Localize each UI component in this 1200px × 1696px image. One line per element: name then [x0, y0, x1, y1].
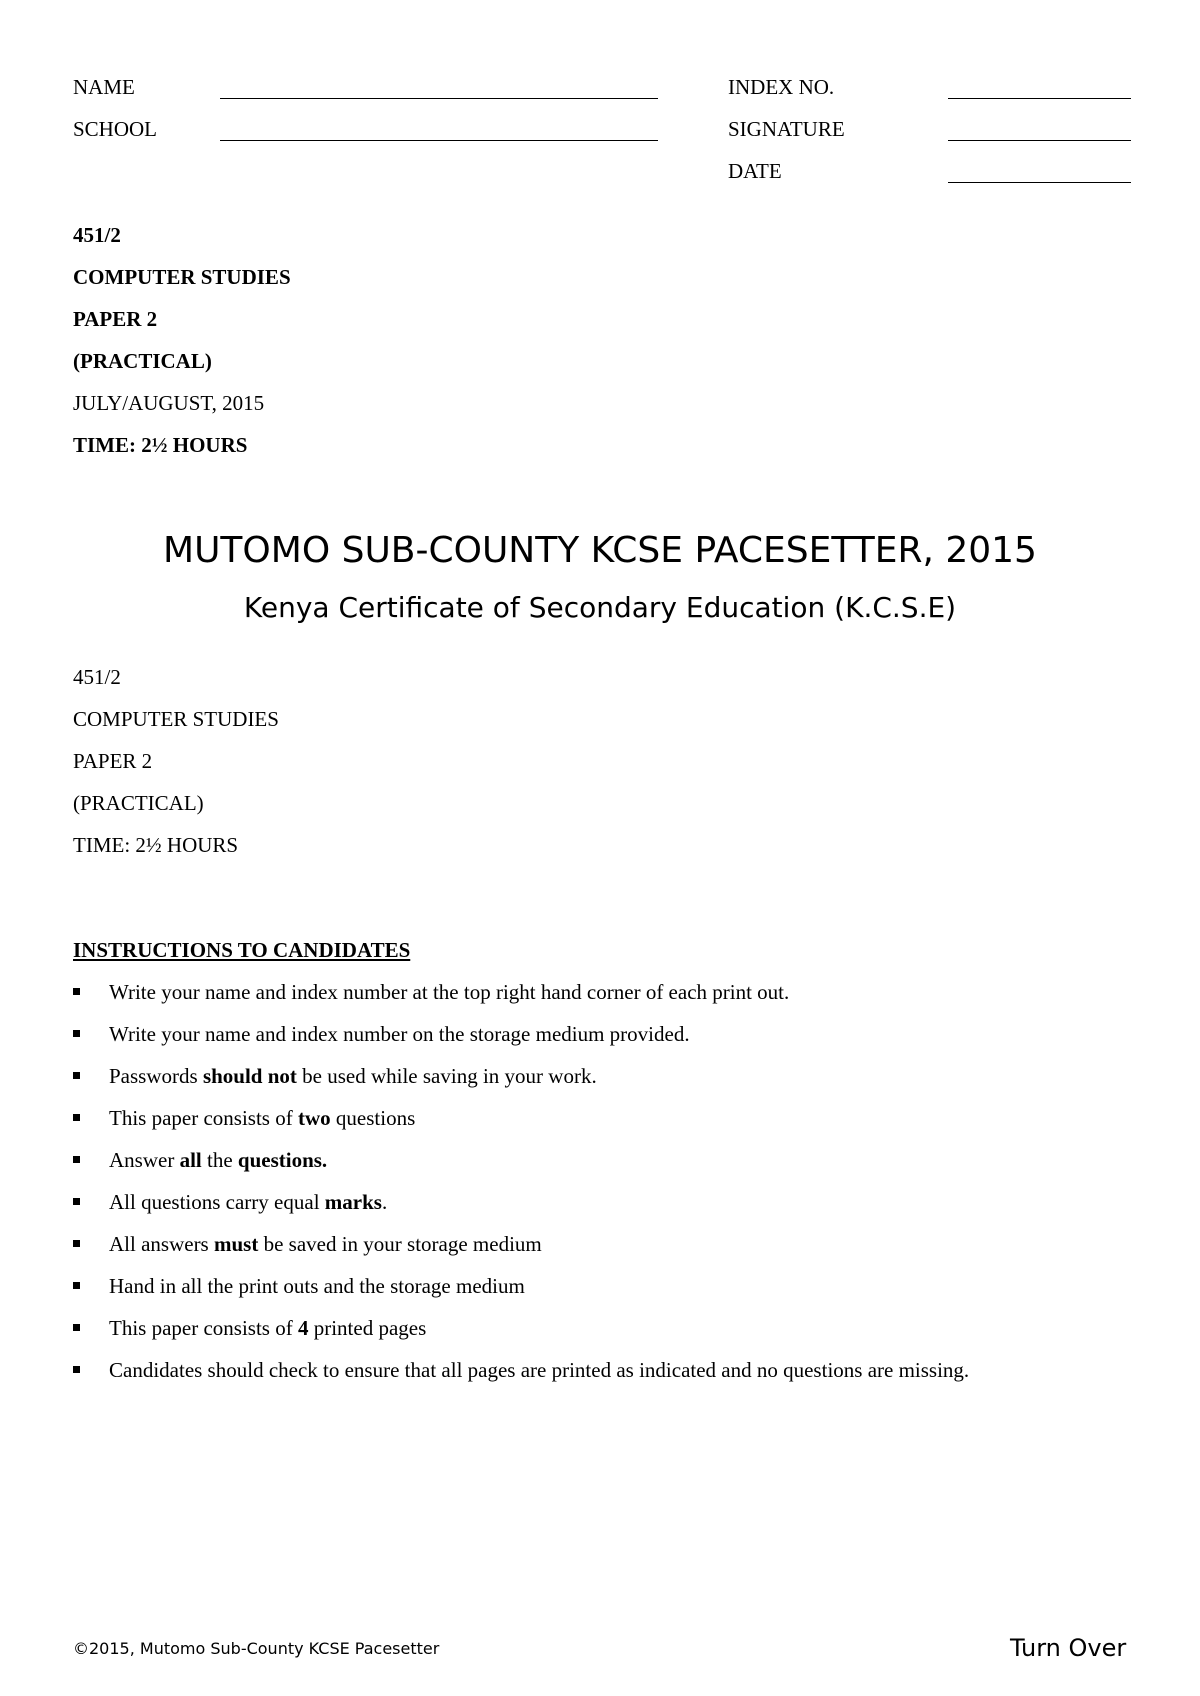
paper-number: PAPER 2	[73, 307, 158, 331]
instruction-text-part: the	[201, 1148, 238, 1172]
time-allowed: TIME: 2½ HOURS	[73, 433, 248, 457]
square-bullet-icon	[73, 1282, 80, 1289]
subject-name: COMPUTER STUDIES	[73, 707, 279, 731]
instruction-text-part: Answer	[109, 1148, 180, 1172]
instruction-text-part: Write your name and index number on the storage medium provided.	[109, 1022, 690, 1046]
name-label: NAME	[73, 75, 135, 99]
instruction-item	[73, 980, 1133, 1022]
exam-subtitle: Kenya Certificate of Secondary Education (K.C.S.E)	[243, 591, 957, 624]
instruction-text-part: Write your name and index number at the top right hand corner of each print out.	[109, 980, 790, 1004]
emphasis-text: all	[179, 1148, 202, 1172]
instruction-text	[109, 1358, 969, 1382]
instruction-item	[73, 1274, 1133, 1316]
instruction-item	[73, 1316, 1133, 1358]
instruction-text-part: This paper consists of	[109, 1106, 298, 1130]
time-allowed: TIME: 2½ HOURS	[73, 833, 239, 857]
signature-label: SIGNATURE	[728, 117, 845, 141]
school-label: SCHOOL	[73, 117, 158, 141]
name-field[interactable]	[220, 98, 658, 99]
square-bullet-icon	[73, 988, 80, 995]
instruction-text	[109, 1148, 327, 1172]
instruction-text	[109, 1190, 387, 1214]
emphasis-text: marks	[324, 1190, 382, 1214]
instructions-heading: INSTRUCTIONS TO CANDIDATES	[73, 938, 411, 962]
instruction-item	[73, 1232, 1133, 1274]
paper-type: (PRACTICAL)	[73, 791, 204, 815]
square-bullet-icon	[73, 1114, 80, 1121]
exam-title: MUTOMO SUB-COUNTY KCSE PACESETTER, 2015	[163, 530, 1037, 571]
instruction-text-part: .	[381, 1190, 388, 1214]
instruction-item	[73, 1190, 1133, 1232]
instruction-text-part: Passwords	[109, 1064, 203, 1088]
signature-field[interactable]	[948, 140, 1131, 141]
emphasis-text: should not	[202, 1064, 297, 1088]
turn-over-label: Turn Over	[1010, 1634, 1127, 1662]
instruction-text	[109, 1106, 415, 1130]
instruction-text-part: printed pages	[308, 1316, 427, 1340]
square-bullet-icon	[73, 1198, 80, 1205]
square-bullet-icon	[73, 1324, 80, 1331]
instruction-text	[109, 1022, 690, 1046]
instruction-text-part: Candidates should check to ensure that all pages are printed as indicated and no questions are missing.	[109, 1358, 970, 1382]
index-no-field[interactable]	[948, 98, 1131, 99]
instruction-text	[109, 980, 789, 1004]
emphasis-text: must	[213, 1232, 259, 1256]
instructions-list	[73, 980, 1133, 1400]
instruction-text-part: This paper consists of	[109, 1316, 298, 1340]
instruction-text	[109, 1274, 525, 1298]
instruction-item	[73, 1064, 1133, 1106]
emphasis-text: two	[297, 1106, 331, 1130]
square-bullet-icon	[73, 1030, 80, 1037]
square-bullet-icon	[73, 1072, 80, 1079]
instruction-text-part: All answers	[109, 1232, 214, 1256]
emphasis-text: questions.	[237, 1148, 328, 1172]
date-field[interactable]	[948, 182, 1131, 183]
instruction-item	[73, 1106, 1133, 1148]
exam-session: JULY/AUGUST, 2015	[73, 391, 265, 415]
instruction-text-part: be used while saving in your work.	[296, 1064, 597, 1088]
instruction-item	[73, 1358, 1133, 1400]
instruction-item	[73, 1022, 1133, 1064]
emphasis-text: 4	[297, 1316, 309, 1340]
footer-copyright: ©2015, Mutomo Sub-County KCSE Pacesetter	[73, 1639, 440, 1658]
instruction-text	[109, 1064, 597, 1088]
instruction-text-part: be saved in your storage medium	[258, 1232, 542, 1256]
instruction-text-part: All questions carry equal	[109, 1190, 325, 1214]
paper-code: 451/2	[73, 223, 121, 247]
instruction-text-part: Hand in all the print outs and the storage medium	[109, 1274, 525, 1298]
instruction-text	[109, 1232, 542, 1256]
index-no-label: INDEX NO.	[728, 75, 835, 99]
paper-code: 451/2	[73, 665, 121, 689]
square-bullet-icon	[73, 1366, 80, 1373]
instruction-text	[109, 1316, 426, 1340]
square-bullet-icon	[73, 1156, 80, 1163]
school-field[interactable]	[220, 140, 658, 141]
date-label: DATE	[728, 159, 782, 183]
paper-number: PAPER 2	[73, 749, 153, 773]
instruction-text-part: questions	[330, 1106, 416, 1130]
subject-name: COMPUTER STUDIES	[73, 265, 291, 289]
paper-type: (PRACTICAL)	[73, 349, 212, 373]
instruction-item	[73, 1148, 1133, 1190]
square-bullet-icon	[73, 1240, 80, 1247]
